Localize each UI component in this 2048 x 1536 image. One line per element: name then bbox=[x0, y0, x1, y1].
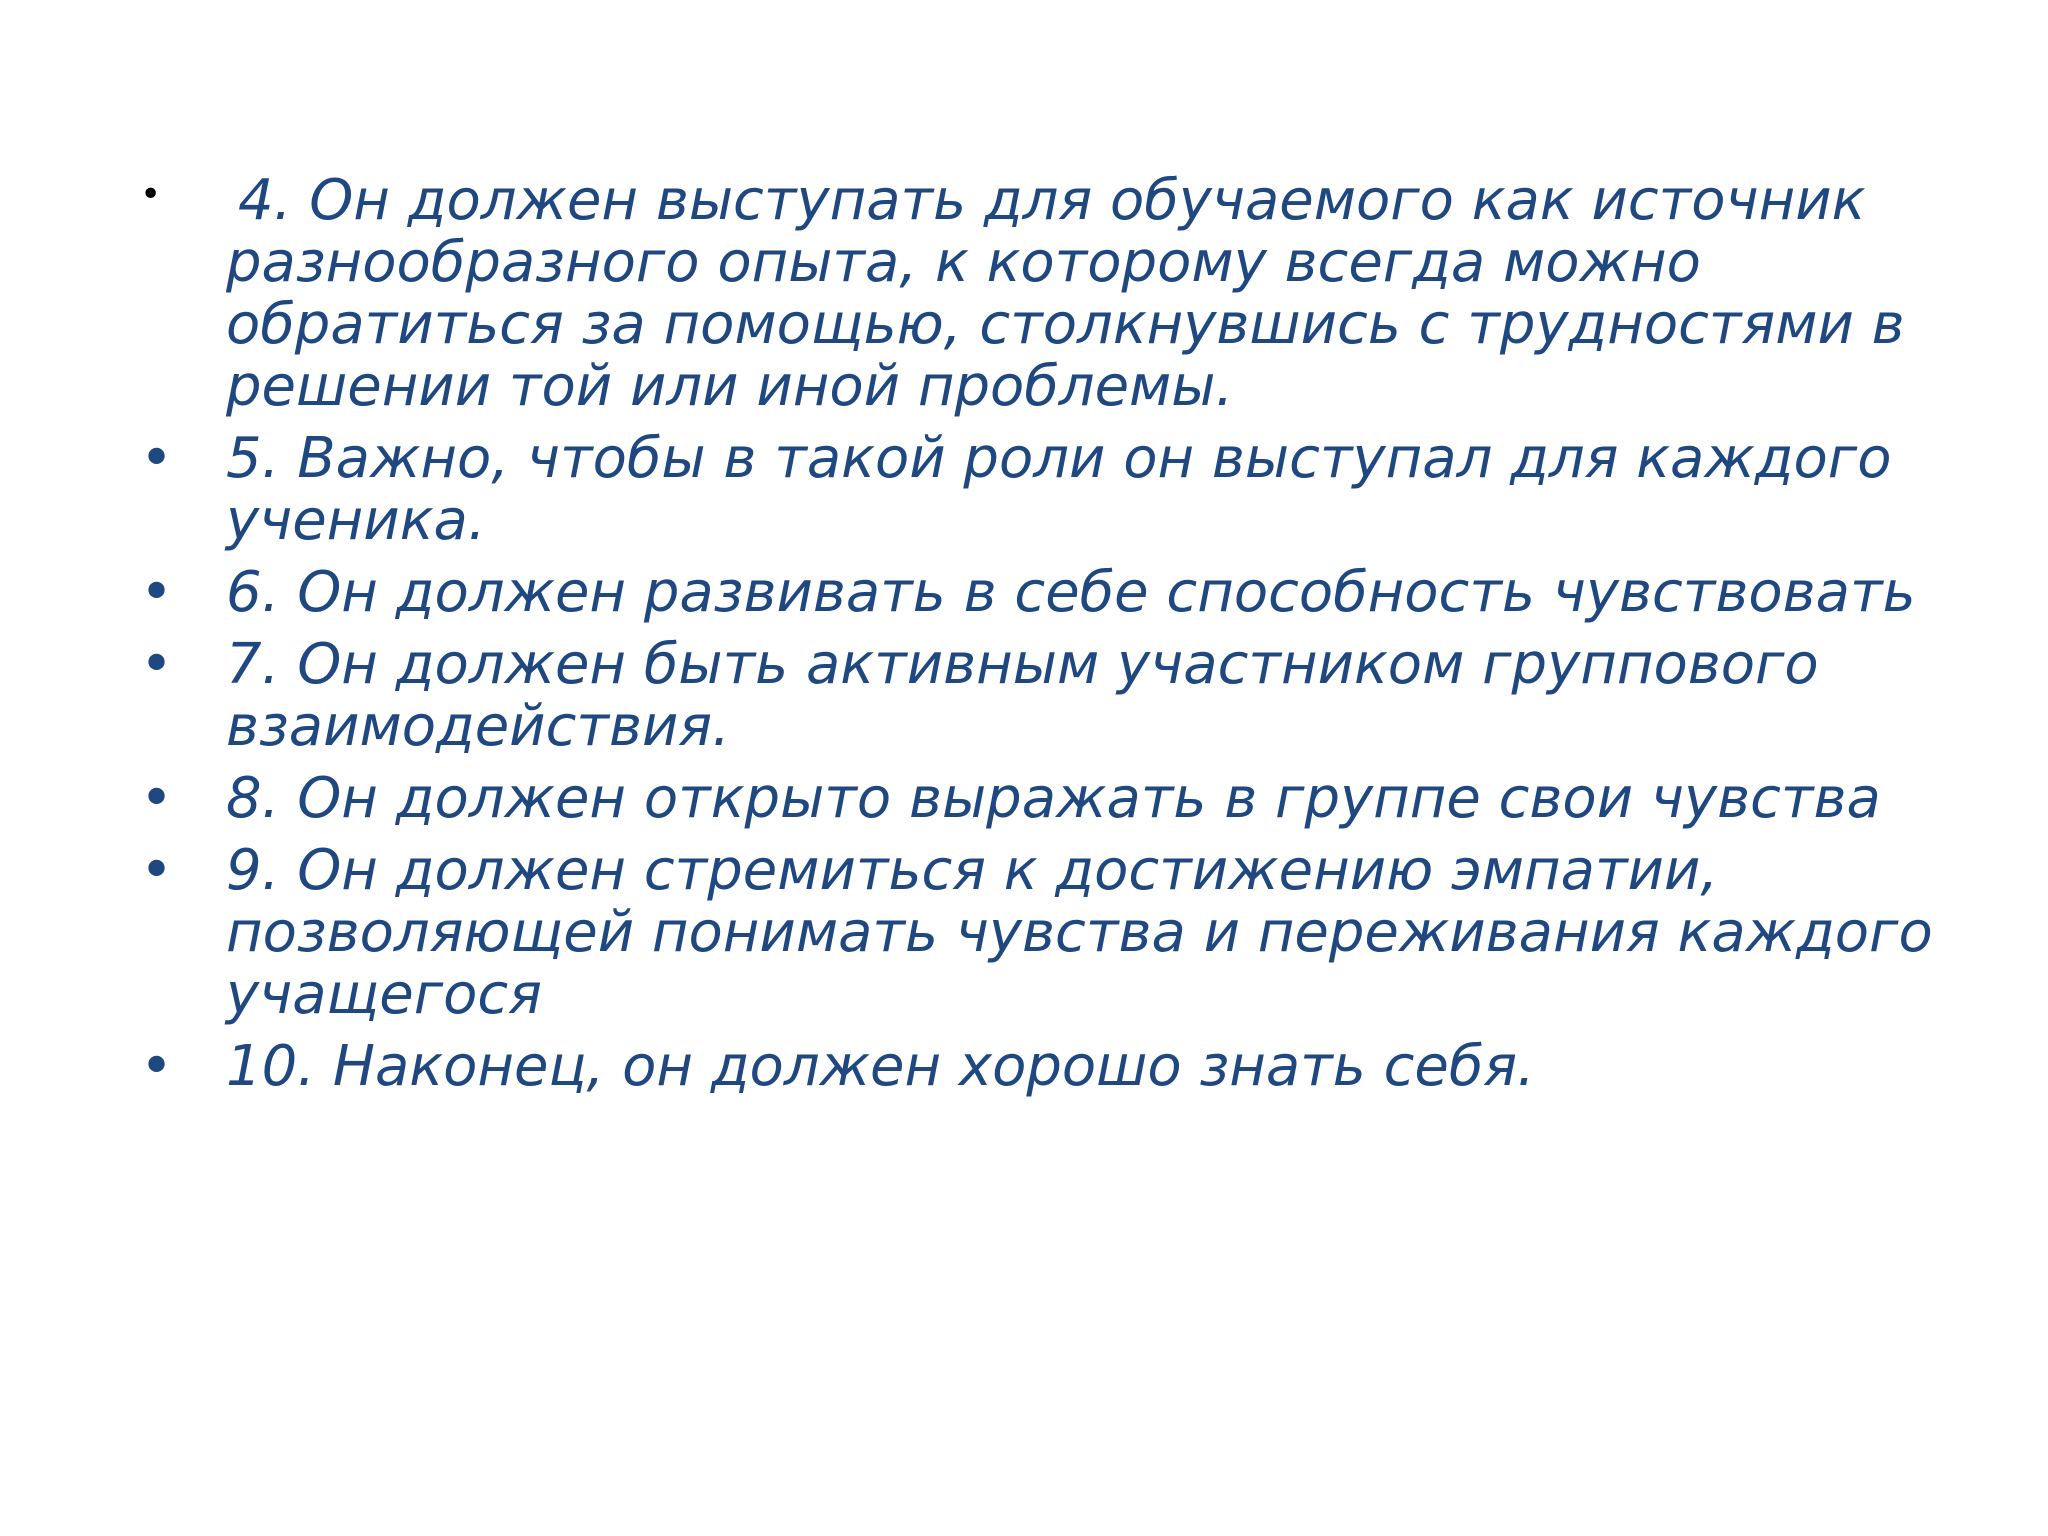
list-item-text: 7. Он должен быть активным участником группового взаимодействия. bbox=[226, 632, 1819, 759]
list-item-text: 5. Важно, чтобы в такой роли он выступал для каждого ученика. bbox=[226, 426, 1892, 553]
list-item bbox=[140, 1036, 1940, 1098]
bullet-icon: • bbox=[140, 1034, 174, 1099]
list-item bbox=[140, 562, 1940, 624]
bullet-list bbox=[140, 170, 1940, 1108]
bullet-icon: • bbox=[140, 174, 162, 215]
bullet-icon: • bbox=[140, 766, 174, 831]
bullet-icon: • bbox=[140, 838, 174, 903]
list-item bbox=[140, 428, 1940, 552]
bullet-icon: • bbox=[140, 426, 174, 491]
bullet-icon: • bbox=[140, 632, 174, 697]
list-item bbox=[140, 768, 1940, 830]
list-item-text: 6. Он должен развивать в себе способность чувствовать bbox=[226, 560, 1916, 625]
bullet-icon: • bbox=[140, 560, 174, 625]
list-item-text: 4. Он должен выступать для обучаемого как источник разнообразного опыта, к которому всегда можно обратиться за помощью, столкнувшись с трудностями в решении той или иной проблемы. bbox=[226, 168, 1905, 419]
list-item bbox=[140, 840, 1940, 1026]
list-item-text: 10. Наконец, он должен хорошо знать себя. bbox=[226, 1034, 1535, 1099]
list-item-text: 8. Он должен открыто выражать в группе свои чувства bbox=[226, 766, 1881, 831]
list-item-text: 9. Он должен стремиться к достижению эмпатии, позволяющей понимать чувства и переживания каждого учащегося bbox=[226, 838, 1933, 1027]
list-item bbox=[140, 634, 1940, 758]
list-item bbox=[140, 170, 1940, 418]
